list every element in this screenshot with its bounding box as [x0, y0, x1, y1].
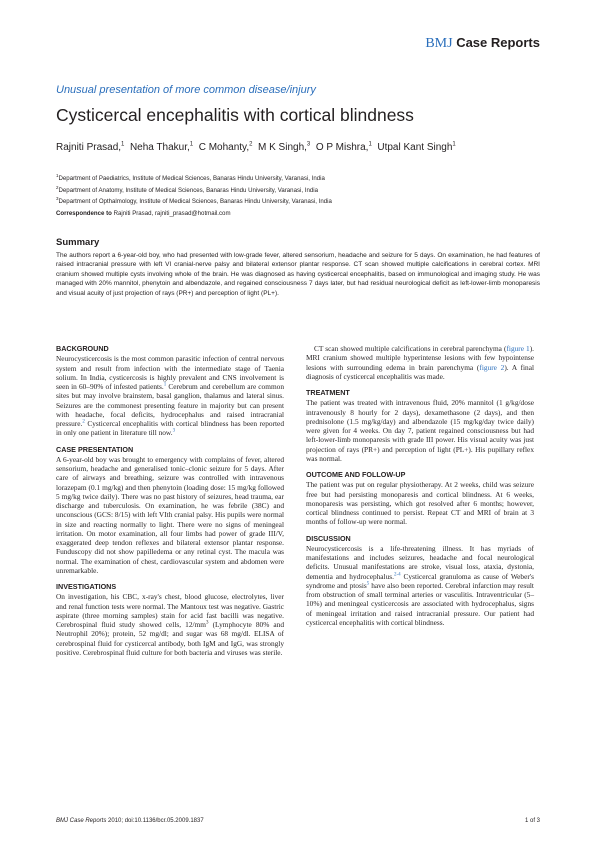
- correspondence-email[interactable]: Rajniti Prasad, rajniti_prasad@hotmail.com: [113, 210, 231, 217]
- affiliation: $^3$Department of Opthalmology, Institute of Medical Sciences, Banaras Hindu University, Varanasi, India: [56, 196, 332, 206]
- case-presentation-text: A 6-year-old boy was brought to emergency with complains of fever, altered sensorium, headache and generalised tonic–clonic seizure for 5 days. After care of airways and breathing, seizure was controlled with intravenous lorazepam (0.1 mg/kg) and then phenytoin (loading dose: 15 mg/kg followed 5 mg/kg twice daily). There was no past history of seizures, head trauma, ear discharge and tuberculosis. On examination, he was febrile (38C) and unconscious (GCS: 8/15) with left VIth cranial palsy. His pupils were normal in size and reacting normally to light. There were no signs of meningeal irritation. On motor examination, all four limbs had power of grade III/V, exaggerated deep tendon reflexes and bilateral extensor plantar response. Funduscopy did not show papilledema or any retinal cyst. The macula was normal. The examination of chest, cardiovascular system and abdomen were unremarkable.: [56, 454, 284, 575]
- imaging-paragraph: CT scan showed multiple calcifications in cerebral parenchyma (figure 1). MRI cranium showed multiple hyperintense lesions with few hypointense lesions with surrounding edema in brain parenchyma (figure 2). A final diagnosis of cysticercal encephalitis was made.: [306, 344, 535, 381]
- discussion-text: Neurocysticercosis is a life-threatening illness. It has myriads of manifestations and includes seizures, headache and focal neurological deficits. Unusual manifestations are stroke, visual loss, ataxia, dystonia, dementia and hydrocephalus.$^{2-4}$ Cysticercal granuloma as cause of Weber's syndrome and ptosis$^5$ have also been reported. Cerebral infarction may result from obstruction of small terminal arteries or vasculitis. Intraventricular (5–10%) and meningeal cysticercosis are associated with hydrocephalus, signs of meningeal irritation and raised intracranial pressure. Our patient had cysticercal encephalitis with cortical blindness.: [306, 543, 534, 627]
- summary-text: The authors report a 6-year-old boy, who had presented with low-grade fever, altered sensorium, headache and seizure for 5 days. On examination, he had features of raised intracranial pressure with left VI cranial-nerve palsy and bilateral extensor plantar response. CT scan showed multiple calcifications in cerebral cortex. MRI cranium showed multiple cysts involving whole of the brain. He was diagnosed as having cysticercal encephalitis, based on immunological and imaging study. He was managed with 20% mannitol, phenytoin and albendazole, and regained consciousness 7 days later, but had residual neurological deficit as left-lower-limb monoparesis and visual acuity of just projection of rays (PR+) and perception of light (PL+).: [56, 252, 540, 297]
- brand-name: Case Reports: [456, 35, 540, 50]
- treatment-text: The patient was treated with intravenous fluid, 20% mannitol (1 g/kg/dose intravenously 8 hourly for 2 days), dexamethasone (2 days), and then prednisolone (1.5 mg/kg/day) and albendazole (15 mg/kg/day twice daily) were given for 4 weeks. On day 7, patient regained consciousness but had left-lower-limb monoparesis with grade III power. His visual acuity was just projection of rays (PR+) and perception of light (PL+). His pupillary reflex was normal.: [306, 398, 534, 463]
- article-category: Unusual presentation of more common disease/injury: [56, 84, 316, 96]
- right-column: [306, 344, 534, 627]
- background-heading: BACKGROUND: [56, 344, 109, 353]
- investigations-heading: INVESTIGATIONS: [56, 582, 117, 591]
- author: Utpal Kant Singh$^1$: [377, 142, 456, 154]
- author: Rajniti Prasad,$^1$: [56, 142, 125, 154]
- affiliations: [56, 172, 332, 207]
- journal-brand: [425, 35, 540, 52]
- correspondence: [56, 210, 231, 217]
- correspondence-label: Correspondence to: [56, 210, 112, 217]
- author-list: [56, 142, 456, 153]
- case-presentation-heading: CASE PRESENTATION: [56, 444, 134, 454]
- affiliation: $^2$Department of Anatomy, Institute of Medical Sciences, Banaras Hindu University, Varanasi, India: [56, 184, 318, 194]
- affiliation: $^1$Department of Paediatrics, Institute of Medical Sciences, Banaras Hindu University, Varanasi, India: [56, 173, 325, 183]
- left-column: [56, 344, 284, 657]
- author: C Mohanty,$^2$: [198, 142, 253, 154]
- figure-1-link[interactable]: figure 1: [506, 344, 530, 353]
- page-number: 1 of 3: [524, 818, 540, 824]
- treatment-heading: TREATMENT: [306, 388, 350, 397]
- investigations-text: On investigation, his CBC, x-ray's chest, blood glucose, electrolytes, liver and renal function tests were normal. The Mantoux test was negative. Gastric aspirate (three morning samples) stain for acid fast bacilli was negative. Cerebrospinal fluid study showed cells, $12/mm^3$ (Lymphocyte 80% and Neutrophil 20%); protein, 52 mg/dl; and sugar was 68 mg/dl. ELISA of cerebrospinal fluid for cysticercal antibody, both IgM and IgG, was strongly positive. Cerebrospinal fluid culture for both bacteria and viruses was sterile.: [56, 592, 285, 657]
- outcome-text: The patient was put on regular physiotherapy. At 2 weeks, child was seizure free but had persisting monoparesis and cortical blindness. At 6 weeks, monoparesis was persisting, which got resolved after 6 months; however, cortical blindness continued to persist. Repeat CT and MRI of brain at 3 months of follow-up were normal.: [306, 480, 534, 527]
- outcome-heading: OUTCOME AND FOLLOW-UP: [306, 470, 406, 479]
- footer-citation: BMJ Case Reports 2010; doi:10.1136/bcr.05.2009.1837: [56, 818, 204, 824]
- author: O P Mishra,$^1$: [315, 142, 372, 154]
- article-title: Cysticercal encephalitis with cortical blindness: [56, 105, 414, 125]
- author: M K Singh,$^3$: [258, 142, 311, 154]
- author: Neha Thakur,$^1$: [129, 142, 194, 154]
- discussion-heading: DISCUSSION: [306, 533, 351, 543]
- brand-bmj: BMJ: [425, 36, 453, 51]
- summary-heading: Summary: [56, 237, 100, 248]
- background-text: Neurocysticercosis is the most common parasitic infection of central nervous system and result from infection with the intermediate stage of Taenia solium. In India, cysticercosis is highly prevalent and CNS involvement is seen in 60–90% of infested patients.$^1$ Cerebrum and cerebellum are common sites but may involve brainstem, basal ganglion, thalamus and lateral sinus. Seizures are the commonest presenting feature in majority but can present with headache, focal deficits, hydrocephalus and raised intracranial pressure.$^2$ Cysticercal encephalitis with cortical blindness has been reported in only one patient in literature till now.$^3$: [56, 354, 284, 438]
- figure-2-link[interactable]: figure 2: [479, 362, 505, 372]
